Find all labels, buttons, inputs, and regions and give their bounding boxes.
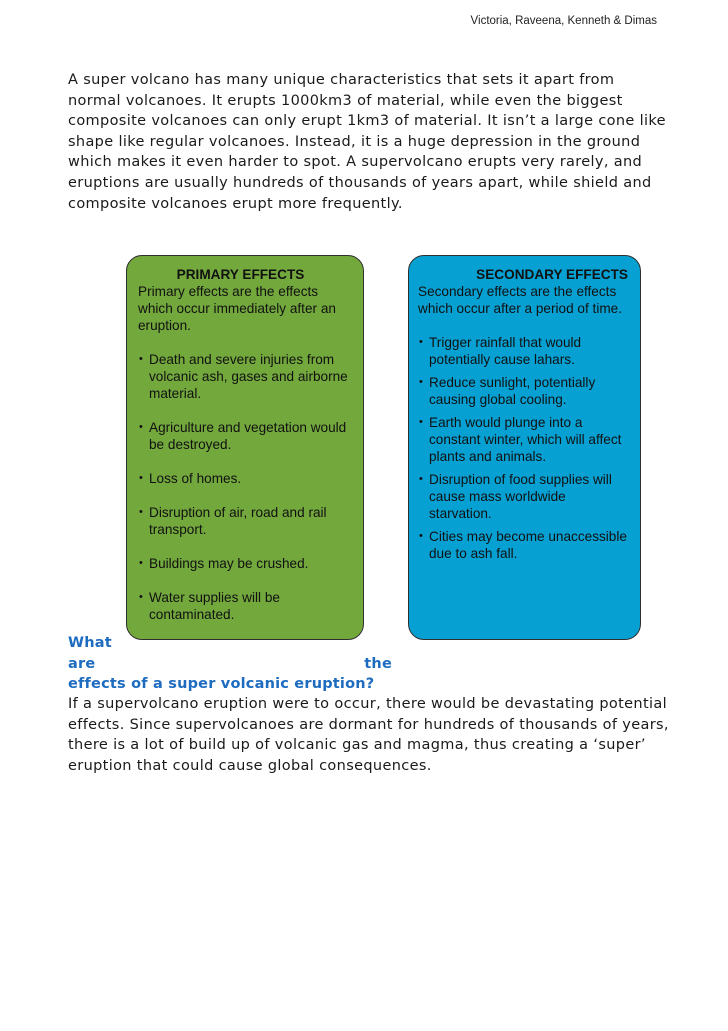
list-item: • Agriculture and vegetation would be destroyed. — [139, 420, 347, 452]
heading-line-3: effects of a super volcanic eruption? — [68, 676, 375, 693]
intro-paragraph: A super volcano has many unique characteristics that sets it apart from normal volcanoes. It erupts 1000km3 of material, while even the biggest composite volcanoes can only erupt 1km3 of material. It isn’t a large cone like shape like regular volcanoes. Instead, it is a huge depression in the ground which makes it even harder to spot. A supervolcano erupts very rarely, and eruptions are usually hundreds of thousands of years apart, while shield and composite volcanoes erupt more frequently. — [68, 72, 666, 212]
heading-line-2 — [68, 654, 392, 675]
list-item: • Buildings may be crushed. — [139, 556, 309, 571]
secondary-effects-title: SECONDARY EFFECTS — [476, 267, 628, 282]
bullet-icon: • — [139, 591, 143, 603]
list-item: • Loss of homes. — [139, 471, 242, 486]
bullet-icon: • — [419, 473, 423, 485]
primary-effects-description: Primary effects are the effects which occur immediately after an eruption. — [138, 284, 336, 333]
secondary-effects-description: Secondary effects are the effects which occur after a period of time. — [418, 284, 622, 316]
bullet-icon: • — [419, 336, 423, 348]
list-item: • Death and severe injuries from volcanic ash, gases and airborne material. — [139, 352, 348, 401]
bullet-icon: • — [139, 472, 143, 484]
bullet-icon: • — [139, 421, 143, 433]
list-item: • Disruption of food supplies will cause mass worldwide starvation. — [419, 472, 612, 521]
list-item: • Reduce sunlight, potentially causing global cooling. — [419, 375, 596, 407]
primary-effects-box — [126, 255, 364, 640]
bullet-icon: • — [419, 530, 423, 542]
list-item: • Earth would plunge into a constant winter, which will affect plants and animals. — [419, 415, 622, 464]
bullet-icon: • — [419, 416, 423, 428]
bullet-icon: • — [139, 506, 143, 518]
primary-effects-list — [138, 351, 353, 623]
primary-effects-title: PRIMARY EFFECTS — [176, 267, 305, 282]
list-item: • Disruption of air, road and rail transport. — [139, 505, 327, 537]
list-item: • Water supplies will be contaminated. — [139, 590, 280, 622]
secondary-effects-list — [418, 334, 632, 562]
list-item: • Cities may become unaccessible due to ash fall. — [419, 529, 627, 561]
bullet-icon: • — [139, 557, 143, 569]
authors-header: Victoria, Raveena, Kenneth & Dimas — [470, 15, 657, 27]
heading-word-are: are — [68, 655, 96, 672]
heading-line-1: What — [68, 635, 112, 651]
secondary-effects-box — [408, 255, 641, 640]
section-heading — [68, 633, 392, 695]
list-item: • Trigger rainfall that would potentially cause lahars. — [419, 335, 582, 367]
bullet-icon: • — [419, 376, 423, 388]
heading-word-the: the — [364, 655, 392, 672]
answer-paragraph: If a supervolcano eruption were to occur, there would be devastating potential effects. Since supervolcanoes are dormant for hundreds of thousands of years, there is a lot of build up of volcanic gas and magma, thus creating a ‘super’ eruption that could cause global consequences. — [68, 696, 669, 774]
bullet-icon: • — [139, 353, 143, 365]
